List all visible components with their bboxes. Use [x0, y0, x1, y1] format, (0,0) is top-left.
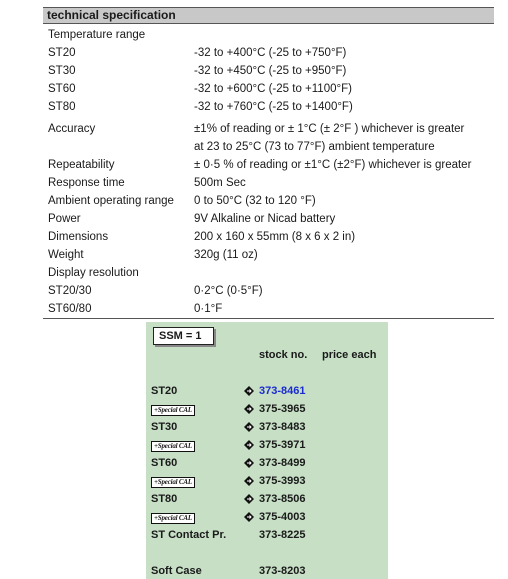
stock-number: 373-8499 [259, 457, 306, 469]
spec-label: Ambient operating range [48, 195, 174, 207]
spec-value-line: at 23 to 25°C (73 to 77°F) ambient temperature [194, 141, 435, 153]
spec-value [194, 120, 494, 156]
spec-label: Temperature range [48, 29, 146, 41]
spec-label: Repeatability [48, 159, 115, 171]
spec-row [48, 44, 494, 62]
spec-row [48, 174, 494, 192]
product-name: ST Contact Pr. [151, 529, 227, 541]
special-cal-badge [151, 509, 195, 525]
spec-label: Dimensions [48, 231, 109, 243]
spec-row [48, 98, 494, 116]
product-name: ST20 [151, 385, 178, 397]
diamond-arrow-icon [244, 494, 254, 504]
order-row [151, 491, 383, 507]
spec-label: ST80 [48, 101, 76, 113]
spec-value: ± 0·5 % of reading or ±1°C (±2°F) whichever is greater [194, 159, 472, 171]
spec-row [48, 26, 494, 44]
special-cal-badge [151, 401, 195, 417]
spec-row [48, 120, 494, 156]
ordering-panel [146, 322, 388, 579]
spec-label: ST20/30 [48, 285, 92, 297]
diamond-arrow-icon [244, 476, 254, 486]
spec-label: ST20 [48, 47, 76, 59]
spec-label: ST60/80 [48, 303, 92, 315]
spec-header: technical specification [43, 7, 494, 24]
spec-value: -32 to +450°C (-25 to +950°F) [194, 65, 347, 77]
stock-number: 375-3971 [259, 439, 306, 451]
spec-row [48, 246, 494, 264]
order-row [151, 383, 383, 399]
diamond-arrow-icon [244, 458, 254, 468]
price-column-header: price each [322, 349, 377, 361]
spec-label: ST60 [48, 83, 76, 95]
spec-value-line: ±1% of reading or ± 1°C (± 2°F ) whichever is greater [194, 123, 465, 135]
stock-number: 373-8483 [259, 421, 306, 433]
spec-table [48, 26, 494, 318]
spec-row [48, 80, 494, 98]
stock-number: 375-4003 [259, 511, 306, 523]
spec-row [48, 264, 494, 282]
spec-row [48, 282, 494, 300]
spec-label: ST30 [48, 65, 76, 77]
product-name: Soft Case [151, 565, 202, 577]
spec-value: 200 x 160 x 55mm (8 x 6 x 2 in) [194, 231, 356, 243]
diamond-arrow-icon [244, 386, 254, 396]
product-name: ST80 [151, 493, 178, 505]
special-cal-badge-label: +Special CAL [151, 477, 195, 488]
spec-label: Weight [48, 249, 84, 261]
order-row [151, 419, 383, 435]
diamond-arrow-icon [244, 440, 254, 450]
diamond-arrow-icon [244, 422, 254, 432]
spec-value: 0·1°F [194, 303, 223, 315]
special-cal-badge-label: +Special CAL [151, 441, 195, 452]
spec-value: 0·2°C (0·5°F) [194, 285, 263, 297]
spec-row [48, 62, 494, 80]
ssm-label: SSM = 1 [153, 327, 214, 345]
stock-number: 375-3993 [259, 475, 306, 487]
spec-value: -32 to +400°C (-25 to +750°F) [194, 47, 347, 59]
product-name: ST60 [151, 457, 178, 469]
stock-column-header: stock no. [259, 349, 308, 361]
special-cal-badge-label: +Special CAL [151, 405, 195, 416]
order-row [151, 527, 383, 543]
spec-label: Accuracy [48, 123, 96, 135]
order-row [151, 509, 383, 525]
diamond-arrow-icon [244, 512, 254, 522]
order-row [151, 455, 383, 471]
order-row [151, 401, 383, 417]
diamond-arrow-icon [244, 404, 254, 414]
stock-number-link[interactable]: 373-8461 [259, 385, 306, 397]
spec-label: Power [48, 213, 81, 225]
stock-number: 373-8225 [259, 529, 306, 541]
special-cal-badge [151, 437, 195, 453]
divider [43, 318, 494, 319]
spec-label: Display resolution [48, 267, 139, 279]
special-cal-badge [151, 473, 195, 489]
spec-value: 320g (11 oz) [194, 249, 258, 261]
order-row [151, 437, 383, 453]
spec-value: 500m Sec [194, 177, 246, 189]
spec-label: Response time [48, 177, 125, 189]
order-row [151, 563, 383, 579]
spec-value: 0 to 50°C (32 to 120 °F) [194, 195, 316, 207]
spec-value: -32 to +600°C (-25 to +1100°F) [194, 83, 352, 95]
spec-row [48, 192, 494, 210]
spec-value: -32 to +760°C (-25 to +1400°F) [194, 101, 353, 113]
spec-row [48, 156, 494, 174]
spec-row [48, 300, 494, 318]
stock-number: 373-8506 [259, 493, 306, 505]
spec-row [48, 228, 494, 246]
stock-number: 373-8203 [259, 565, 306, 577]
spec-value: 9V Alkaline or Nicad battery [194, 213, 336, 225]
stock-number: 375-3965 [259, 403, 306, 415]
special-cal-badge-label: +Special CAL [151, 513, 195, 524]
order-row [151, 473, 383, 489]
product-name: ST30 [151, 421, 178, 433]
spec-row [48, 210, 494, 228]
